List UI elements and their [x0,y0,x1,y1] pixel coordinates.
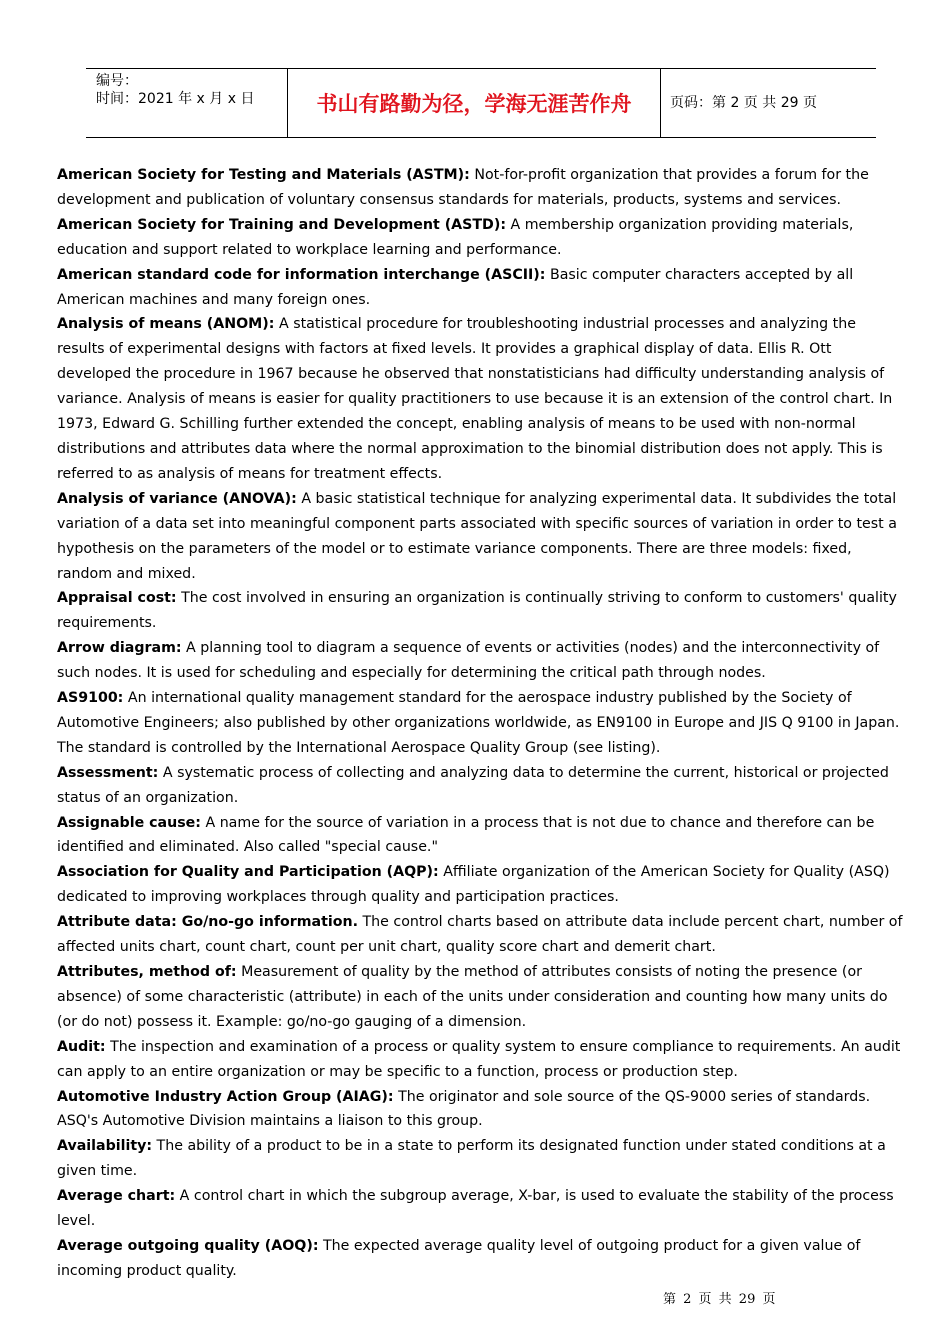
header-page-info: 页码：第 2 页 共 29 页 [670,95,817,111]
header-motto: 书山有路勤为径，学海无涯苦作舟 [316,91,632,116]
glossary-term: Assignable cause: [57,814,201,831]
glossary-definition: A basic statistical technique for analyzing experimental data. It subdivides the total variation of a data set into meaningful component parts associated with specific sources of variation in order to test a hypothesis on the parameters of the model or to estimate variance components. There are three models: fixed, random and mixed. [57,490,897,582]
glossary-entry [57,1184,905,1234]
page-header [86,68,876,138]
glossary-term: Arrow diagram: [57,640,182,657]
glossary-entry [57,1035,905,1085]
glossary-entry [57,263,905,313]
glossary-entry [57,163,905,213]
glossary-term: Audit: [57,1038,106,1055]
glossary-definition: A membership organization providing materials, education and support related to workplace learning and performance. [57,216,854,258]
glossary-term: Analysis of means (ANOM): [57,316,275,333]
glossary-content [57,163,905,1284]
glossary-definition: A planning tool to diagram a sequence of events or activities (nodes) and the interconnectivity of such nodes. It is used for scheduling and especially for determining the critical path through nodes. [57,640,880,682]
glossary-term: American Society for Training and Development (ASTD): [57,216,506,233]
glossary-entry [57,1134,905,1184]
glossary-definition: The cost involved in ensuring an organization is continually striving to conform to customers' quality requirements. [57,590,897,632]
glossary-definition: Affiliate organization of the American Society for Quality (ASQ) dedicated to improving workplaces through quality and participation practices. [57,864,890,906]
glossary-definition: The ability of a product to be in a state to perform its designated function under stated conditions at a given time. [57,1138,886,1180]
glossary-term: Assessment: [57,764,159,781]
glossary-term: Association for Quality and Participation (AQP): [57,864,439,881]
glossary-entry [57,213,905,263]
document-number-label: 编号： [96,73,138,89]
header-page-cell [661,69,876,137]
glossary-entry [57,487,905,587]
glossary-definition: A control chart in which the subgroup average, X-bar, is used to evaluate the stability of the process level. [57,1188,894,1230]
glossary-term: Appraisal cost: [57,590,177,607]
glossary-entry [57,960,905,1035]
glossary-term: AS9100: [57,690,124,707]
glossary-term: Attribute data: Go/no-go information. [57,914,358,931]
glossary-definition: An international quality management standard for the aerospace industry published by the Society of Automotive Engineers; also published by other organizations worldwide, as EN9100 in Europe and JIS Q 9100 in Japan. The standard is controlled by the International Aerospace Quality Group (see listing). [57,690,900,756]
header-motto-cell [288,69,661,137]
glossary-entry [57,860,905,910]
glossary-definition: The inspection and examination of a process or quality system to ensure compliance to requirements. An audit can apply to an entire organization or may be specific to a function, process or production step. [57,1038,901,1080]
glossary-entry [57,686,905,761]
glossary-entry [57,1085,905,1135]
glossary-term: Average outgoing quality (AOQ): [57,1237,319,1254]
glossary-definition: A systematic process of collecting and analyzing data to determine the current, historical or projected status of an organization. [57,764,889,806]
glossary-entry [57,761,905,811]
glossary-entry [57,1234,905,1284]
glossary-term: Attributes, method of: [57,964,237,980]
glossary-entry [57,910,905,960]
glossary-term: Analysis of variance (ANOVA): [57,490,297,507]
glossary-definition: A name for the source of variation in a process that is not due to chance and therefore can be identified and eliminated. Also called "special cause." [57,814,875,856]
glossary-entry [57,586,905,636]
glossary-definition: The control charts based on attribute data include percent chart, number of affected units chart, count chart, count per unit chart, quality score chart and demerit chart. [57,914,903,956]
document-date-label: 时间：2021 年 x 月 x 日 [96,91,255,107]
glossary-term: Automotive Industry Action Group (AIAG): [57,1088,394,1105]
glossary-definition: Not-for-profit organization that provides a forum for the development and publication of voluntary consensus standards for materials, products, systems and services. [57,167,869,208]
glossary-entry [57,811,905,861]
glossary-definition: The originator and sole source of the QS-9000 series of standards. ASQ's Automotive Division maintains a liaison to this group. [57,1088,871,1130]
glossary-definition: Basic computer characters accepted by all American machines and many foreign ones. [57,266,854,308]
glossary-term: Average chart: [57,1188,176,1205]
glossary-definition: Measurement of quality by the method of attributes consists of noting the presence (or absence) of some characteristic (attribute) in each of the units under consideration and counting how many units do (or do not) possess it. Example: go/no-go gauging of a dimension. [57,964,888,1030]
glossary-entry [57,636,905,686]
glossary-term: Availability: [57,1138,153,1155]
page-footer: 第 2 页 共 29 页 [663,1292,776,1307]
header-meta-cell [86,69,288,137]
glossary-definition: The expected average quality level of outgoing product for a given value of incoming product quality. [57,1237,861,1279]
glossary-term: American standard code for information interchange (ASCII): [57,266,546,283]
glossary-term: American Society for Testing and Materials (ASTM): [57,167,470,183]
glossary-definition: A statistical procedure for troubleshooting industrial processes and analyzing the results of experimental designs with factors at fixed levels. It provides a graphical display of data. Ellis R. Ott developed the procedure in 1967 because he observed that nonstatisticians had difficulty understanding analysis of variance. Analysis of means is easier for quality practitioners to use because it is an extension of the control chart. In 1973, Edward G. Schilling further extended the concept, enabling analysis of means to be used with non-normal distributions and attributes data where the normal approximation to the binomial distribution does not apply. This is referred to as analysis of means for treatment effects. [57,316,893,482]
glossary-entry [57,312,905,486]
